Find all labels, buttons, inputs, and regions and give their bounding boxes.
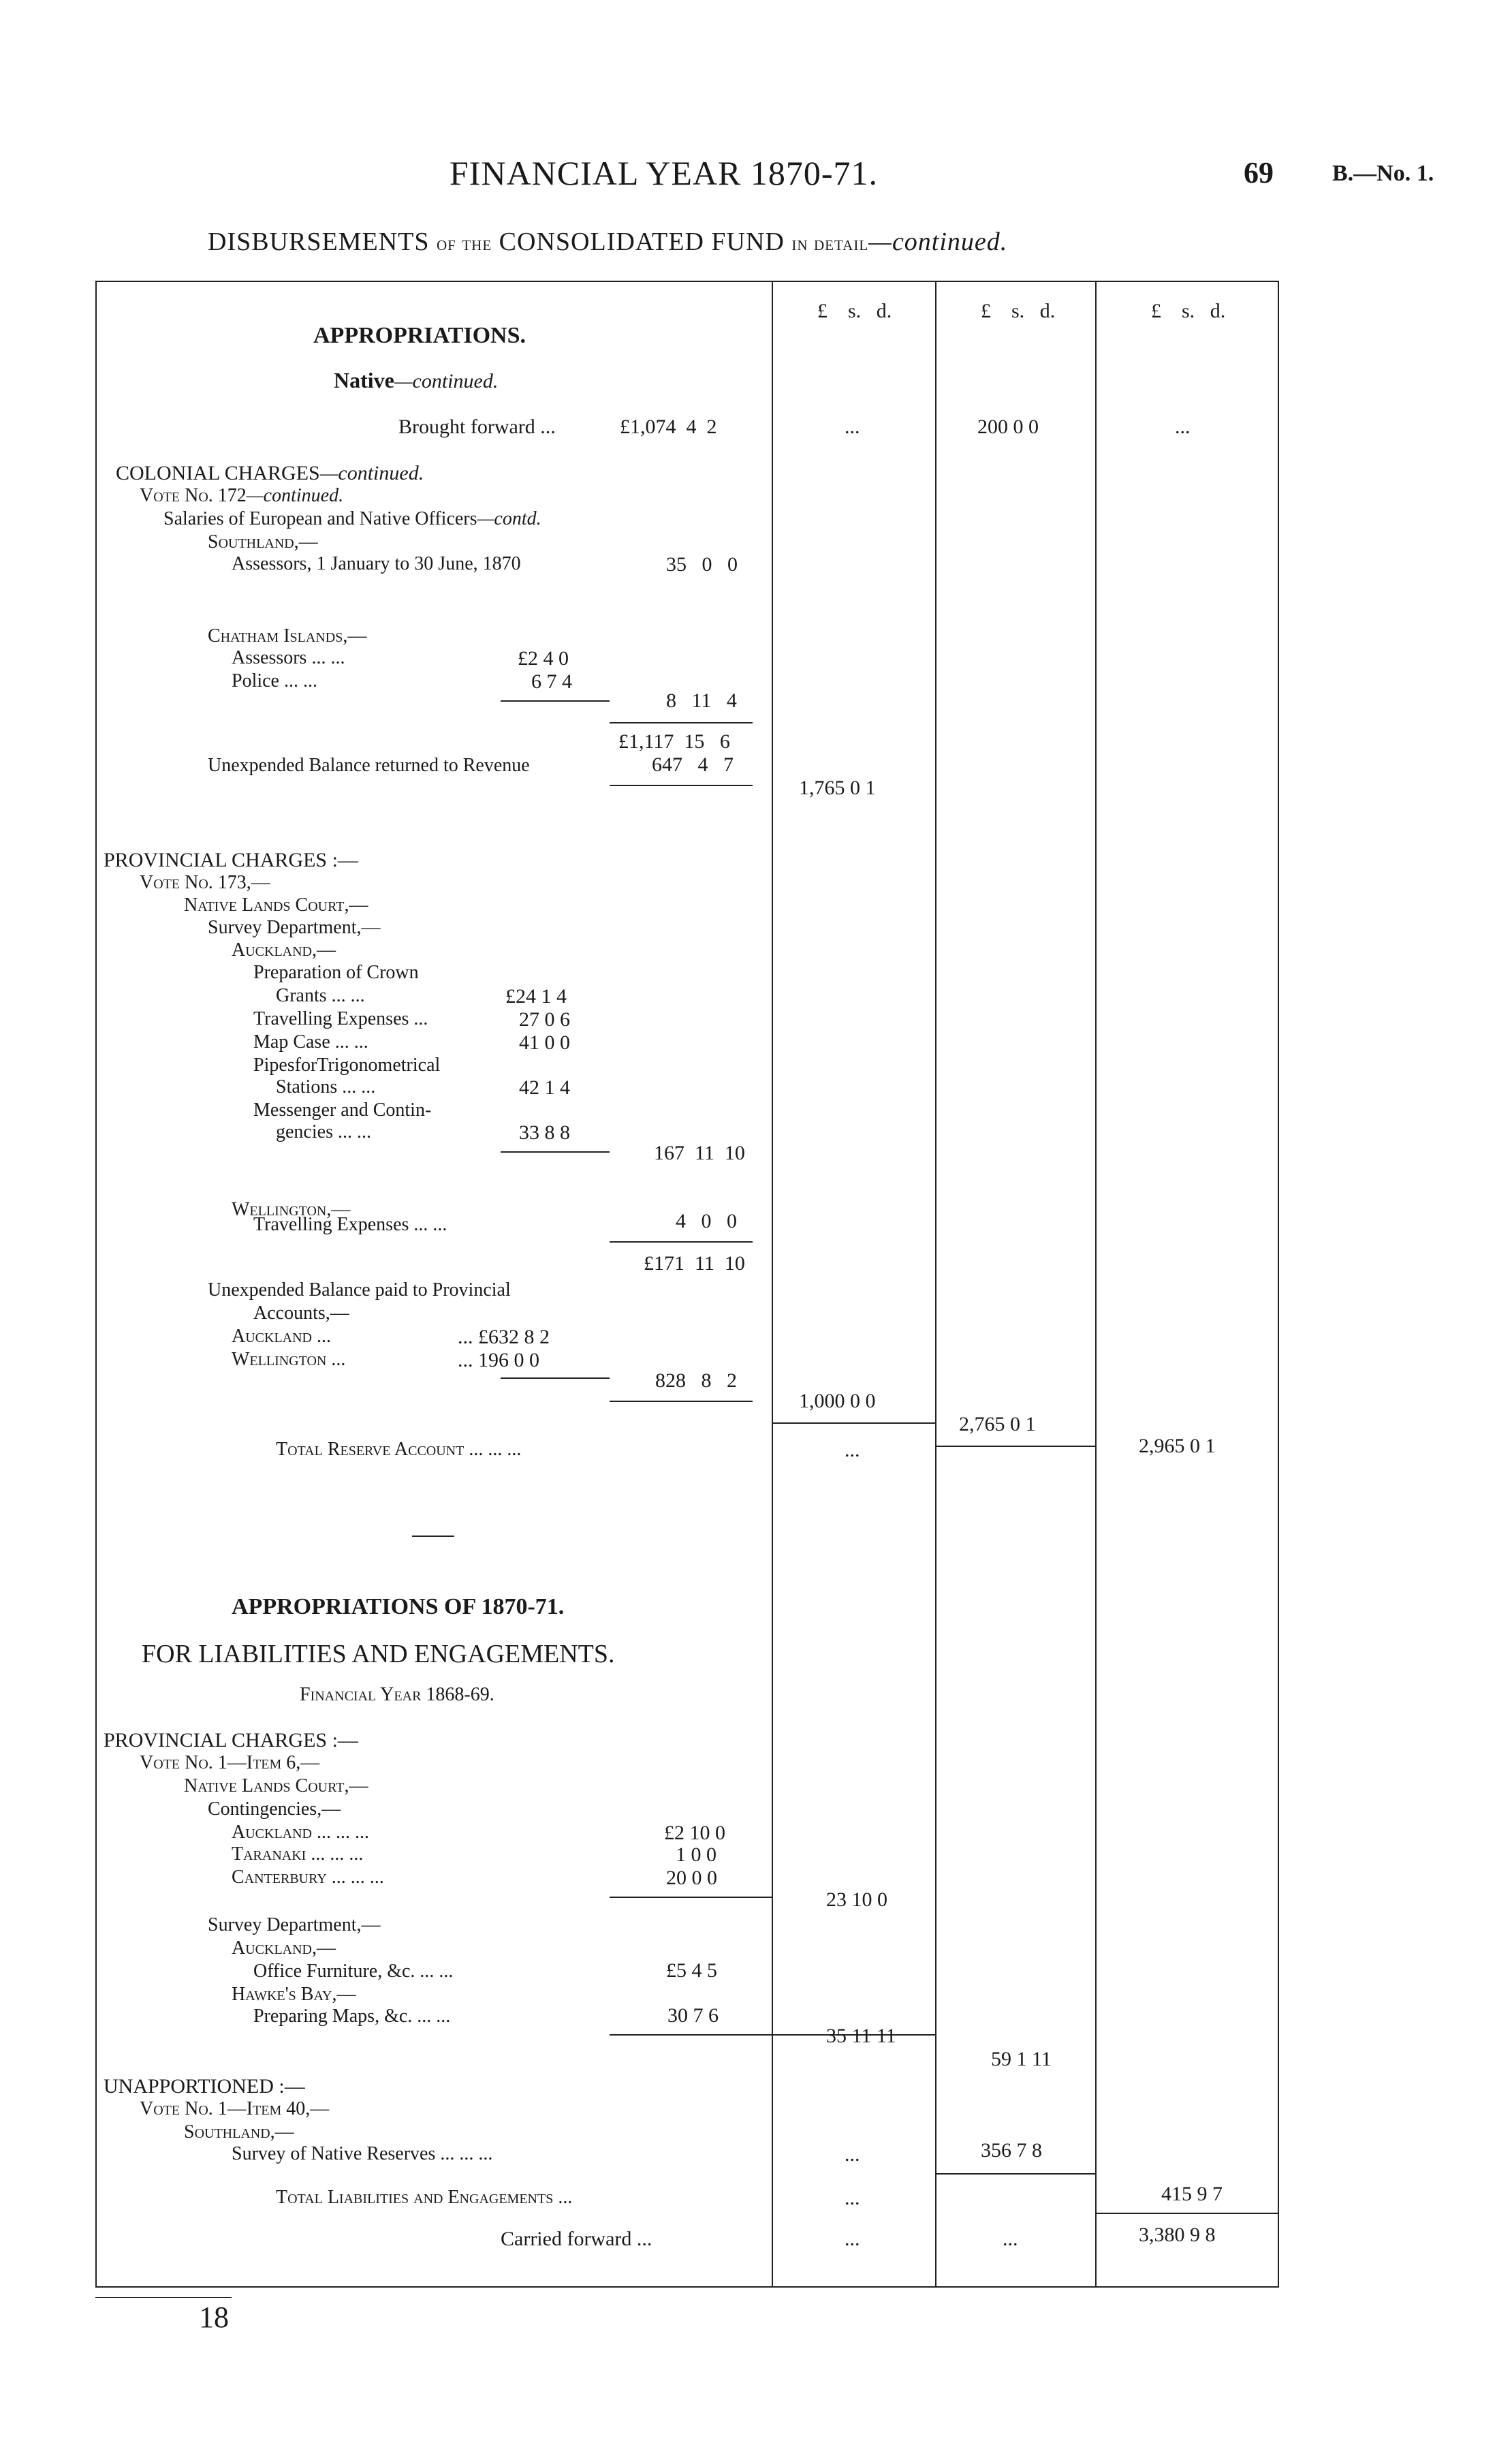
- page-subtitle: [208, 227, 1007, 257]
- total-reserve-account-label: Total Reserve Account ... ... ...: [276, 1439, 522, 1460]
- brought-forward-col3: ...: [1175, 416, 1191, 438]
- liabilities-col2-subtotal: 59 1 11: [991, 2048, 1052, 2070]
- chatham-total: 8 11 4: [666, 689, 737, 712]
- chatham-assessors: Assessors ... ...: [232, 647, 345, 668]
- subtitle-continued: —continued.: [868, 228, 1008, 256]
- column-divider-3: [1095, 281, 1097, 2288]
- carried-forward-label: Carried forward ...: [501, 2228, 652, 2250]
- unapportioned-heading: UNAPPORTIONED :—: [104, 2075, 305, 2098]
- page-number: 69: [1244, 156, 1274, 189]
- vote-1-item-6: Vote No. 1—Item 6,—: [140, 1752, 320, 1773]
- contingencies-heading: Contingencies,—: [208, 1798, 341, 1820]
- office-furniture-label: Office Furniture, &c. ... ...: [253, 1961, 454, 1982]
- vote-1-item-40: Vote No. 1—Item 40,—: [140, 2098, 330, 2119]
- messenger-contingencies-amount: 33 8 8: [519, 1121, 570, 1144]
- provincial-charges-heading: PROVINCIAL CHARGES :—: [104, 849, 358, 871]
- unexpended-provincial-label: Unexpended Balance paid to Provincial: [208, 1279, 511, 1300]
- pipes-stations-amount: 42 1 4: [519, 1076, 570, 1099]
- travelling-expenses-amount: 27 0 6: [519, 1008, 570, 1031]
- col3-shillings-label: s.: [1182, 300, 1195, 322]
- native-subheading: [334, 368, 498, 393]
- col1-pence-label: d.: [876, 300, 892, 322]
- col2-pence-label: d.: [1039, 300, 1056, 322]
- table-bottom-rule: [95, 2286, 1279, 2288]
- contingencies-col1-total: 23 10 0: [826, 1888, 887, 1911]
- survey-auckland-heading: Auckland,—: [232, 1937, 336, 1959]
- chatham-subtotal-rule: [501, 700, 610, 702]
- section2-col2-total: 2,765 0 1: [959, 1413, 1036, 1435]
- footer-rule: [95, 2297, 232, 2298]
- preparing-maps-amount: 30 7 6: [667, 2004, 719, 2027]
- signature-number: 18: [199, 2301, 229, 2334]
- section2-sum-rule: [610, 1241, 753, 1243]
- col1-pound-label: £: [817, 300, 828, 322]
- vote-173: Vote No. 173,—: [140, 872, 270, 893]
- survey-department: Survey Department,—: [208, 917, 381, 938]
- total-reserve-col3: 2,965 0 1: [1139, 1435, 1216, 1457]
- col2-reserve-rule: [936, 1446, 1095, 1447]
- unexpended-balance-amount: 647 4 7: [652, 753, 734, 776]
- col1-reserve-rule: [773, 1422, 935, 1424]
- auckland-heading: Auckland,—: [232, 939, 336, 961]
- survey-department-2: Survey Department,—: [208, 1914, 381, 1935]
- col3-heading: [1151, 300, 1225, 323]
- appropriations-heading: APPROPRIATIONS.: [313, 323, 526, 348]
- paper-reference: B.—No. 1.: [1332, 161, 1434, 186]
- table-right-rule: [1278, 281, 1279, 2288]
- total-reserve-col1: ...: [845, 1439, 860, 1461]
- carried-forward-col3: 3,380 9 8: [1139, 2224, 1216, 2246]
- section2-unexp-rule: [610, 1401, 753, 1402]
- survey-col1-total: 35 11 11: [826, 2025, 896, 2047]
- col2-shillings-label: s.: [1011, 300, 1025, 322]
- subtitle-in-detail: in detail: [791, 232, 869, 255]
- page-title: FINANCIAL YEAR 1870-71.: [450, 154, 878, 192]
- auckland-subtotal-rule: [501, 1151, 610, 1153]
- unexpended-auckland-amount: ... £632 8 2: [458, 1326, 550, 1348]
- brought-forward-col1: ...: [845, 416, 860, 438]
- preparation-grants-amount: £24 1 4: [505, 985, 567, 1008]
- table-top-rule: [95, 281, 1279, 282]
- vote-172: Vote No. 172—continued.: [140, 485, 344, 506]
- reserves-col1: ...: [845, 2143, 860, 2166]
- contin-auckland-amount: £2 10 0: [664, 1822, 725, 1844]
- southland-assessors-amount: 35 0 0: [666, 553, 738, 576]
- messenger-contingencies-label: gencies ... ...: [276, 1121, 371, 1142]
- col2-heading: [981, 300, 1055, 323]
- contin-taranaki-amount: 1 0 0: [676, 1843, 716, 1866]
- section2-sum: £171 11 10: [644, 1252, 745, 1275]
- section1-sum-rule: [610, 722, 753, 723]
- southland-assessors: Assessors, 1 January to 30 June, 1870: [232, 553, 521, 574]
- pipes-stations-label: Stations ... ...: [276, 1076, 376, 1097]
- salaries-heading: Salaries of European and Native Officers—contd.: [163, 508, 541, 529]
- section1-col1-total: 1,765 0 1: [799, 777, 876, 799]
- total-liabilities-col3: 415 9 7: [1161, 2183, 1223, 2205]
- native-lands-court: Native Lands Court,—: [184, 894, 368, 916]
- contingencies-rule: [610, 1897, 772, 1898]
- auckland-total: 167 11 10: [654, 1142, 745, 1164]
- chatham-police-amount: 6 7 4: [531, 670, 572, 693]
- section2-col1-total: 1,000 0 0: [799, 1390, 876, 1412]
- reserves-col2: 356 7 8: [981, 2139, 1042, 2162]
- unexpended-balance-revenue: Unexpended Balance returned to Revenue: [208, 755, 530, 776]
- native-continued: —continued.: [394, 370, 499, 392]
- unexpended-subtotal-rule: [501, 1377, 610, 1379]
- chatham-assessors-amount: £2 4 0: [518, 647, 569, 670]
- office-furniture-amount: £5 4 5: [666, 1959, 717, 1982]
- total-liabilities-label: Total Liabilities and Engagements ...: [276, 2187, 573, 2208]
- col2-pound-label: £: [981, 300, 991, 322]
- col3-pound-label: £: [1151, 300, 1161, 322]
- col1-shillings-label: s.: [848, 300, 862, 322]
- native-lands-court-2: Native Lands Court,—: [184, 1775, 368, 1796]
- unexpended-rule: [610, 785, 753, 786]
- chatham-islands-heading: Chatham Islands,—: [208, 625, 367, 646]
- unexpended-accounts-label: Accounts,—: [253, 1303, 349, 1324]
- financial-year-1868: Financial Year 1868-69.: [300, 1684, 494, 1705]
- colonial-charges-heading: COLONIAL CHARGES—continued.: [116, 462, 424, 484]
- col3-pence-label: d.: [1210, 300, 1226, 322]
- wellington-amount: 4 0 0: [676, 1210, 737, 1232]
- total-liabilities-col1: ...: [845, 2187, 860, 2209]
- subtitle-of-the: of the: [437, 232, 492, 255]
- travelling-expenses-label: Travelling Expenses ...: [253, 1008, 428, 1029]
- hawkes-bay-heading: Hawke's Bay,—: [232, 1984, 356, 2005]
- messenger-label: Messenger and Contin-: [253, 1100, 432, 1121]
- map-case-amount: 41 0 0: [519, 1031, 570, 1054]
- unapp-southland-heading: Southland,—: [184, 2121, 294, 2142]
- contin-canterbury-amount: 20 0 0: [666, 1867, 717, 1889]
- southland-heading: Southland,—: [208, 531, 318, 552]
- liabilities-engagements-heading: FOR LIABILITIES AND ENGAGEMENTS.: [142, 1640, 615, 1668]
- unexpended-wellington-label: Wellington ...: [232, 1349, 346, 1370]
- col3-carried-rule: [1097, 2213, 1278, 2214]
- section1-sum: £1,117 15 6: [618, 730, 730, 753]
- contin-canterbury-label: Canterbury ... ... ...: [232, 1867, 384, 1888]
- preparation-grants-label: Grants ... ...: [276, 985, 365, 1006]
- native-label: Native: [334, 368, 394, 392]
- preparation-crown-label: Preparation of Crown: [253, 962, 419, 983]
- wellington-heading: Wellington,—: [232, 1199, 351, 1220]
- contin-taranaki-label: Taranaki ... ... ...: [232, 1843, 364, 1865]
- preparing-maps-label: Preparing Maps, &c. ... ...: [253, 2006, 451, 2027]
- contin-auckland-label: Auckland ... ... ...: [232, 1822, 369, 1843]
- appropriations-1870-heading: APPROPRIATIONS OF 1870-71.: [232, 1594, 565, 1619]
- unexpended-provincial-total: 828 8 2: [655, 1369, 737, 1392]
- chatham-police: Police ... ...: [232, 670, 317, 691]
- liabilities-col2-rule: [936, 2173, 1095, 2175]
- col1-heading: [817, 300, 892, 323]
- pipes-label: PipesforTrigonometrical: [253, 1055, 441, 1076]
- subtitle-fund: CONSOLIDATED FUND: [499, 228, 785, 256]
- column-divider-2: [935, 281, 936, 2288]
- brought-forward-col2: 200 0 0: [977, 416, 1039, 438]
- brought-forward-amount: £1,074 4 2: [620, 416, 717, 438]
- unexpended-wellington-amount: ... 196 0 0: [458, 1349, 539, 1371]
- column-divider-1: [772, 281, 773, 2288]
- brought-forward-label: Brought forward ...: [398, 416, 556, 438]
- survey-native-reserves-label: Survey of Native Reserves ... ... ...: [232, 2143, 493, 2164]
- table-left-rule: [95, 281, 97, 2288]
- section-separator: [412, 1536, 454, 1537]
- unexpended-auckland-label: Auckland ...: [232, 1326, 331, 1347]
- wellington-travelling: Travelling Expenses ... ...: [253, 1214, 447, 1235]
- carried-forward-col1: ...: [845, 2228, 860, 2250]
- subtitle-disbursements: DISBURSEMENTS: [208, 228, 430, 256]
- provincial-charges-heading-2: PROVINCIAL CHARGES :—: [104, 1729, 358, 1751]
- map-case-label: Map Case ... ...: [253, 1031, 368, 1053]
- carried-forward-col2: ...: [1003, 2228, 1018, 2250]
